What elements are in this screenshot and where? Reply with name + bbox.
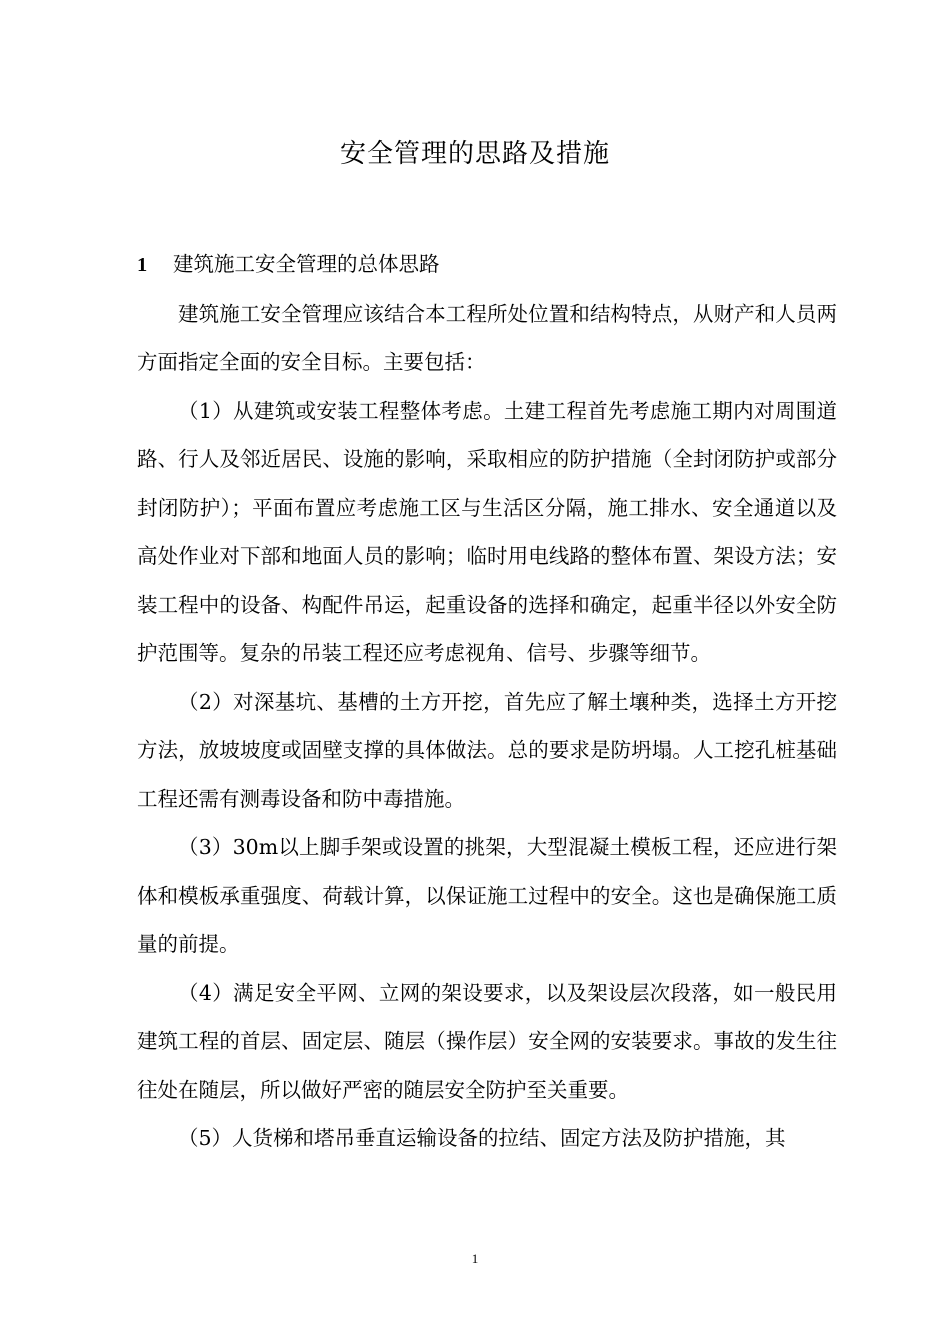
section-heading-text: 建筑施工安全管理的总体思路 [173,252,440,276]
paragraph-item-3: （3）30m以上脚手架或设置的挑架，大型混凝土模板工程，还应进行架体和模板承重强度、荷载计算，以保证施工过程中的安全。这也是确保施工质量的前提。 [137,835,837,956]
page-number: 1 [471,1251,479,1266]
document-title: 安全管理的思路及措施 [339,139,610,169]
paragraph-item-4: （4）满足安全平网、立网的架设要求，以及架设层次段落，如一般民用建筑工程的首层、固定层、随层（操作层）安全网的安装要求。事故的发生往往处在随层，所以做好严密的随层安全防护至关重要。 [137,980,837,1102]
paragraph-intro: 建筑施工安全管理应该结合本工程所处位置和结构特点，从财产和人员两方面指定全面的安全目标。主要包括： [137,301,837,374]
section-number: 1 [137,254,148,276]
section-heading [137,240,837,290]
paragraph-item-5: （5）人货梯和塔吊垂直运输设备的拉结、固定方法及防护措施，其 [178,1126,786,1150]
document-body [137,240,837,1163]
paragraph-item-1: （1）从建筑或安装工程整体考虑。土建工程首先考虑施工期内对周围道路、行人及邻近居民、设施的影响，采取相应的防护措施（全封闭防护或部分封闭防护）；平面布置应考虑施工区与生活区分隔，施工排水、安全通道以及高处作业对下部和地面人员的影响；临时用电线路的整体布置、架设方法；安装工程中的设备、构配件吊运，起重设备的选择和确定，起重半径以外安全防护范围等。复杂的吊装工程还应考虑视角、信号、步骤等细节。 [137,398,837,665]
paragraph-item-2: （2）对深基坑、基槽的土方开挖，首先应了解土壤种类，选择土方开挖方法，放坡坡度或固壁支撑的具体做法。总的要求是防坍塌。人工挖孔桩基础工程还需有测毒设备和防中毒措施。 [137,689,837,811]
